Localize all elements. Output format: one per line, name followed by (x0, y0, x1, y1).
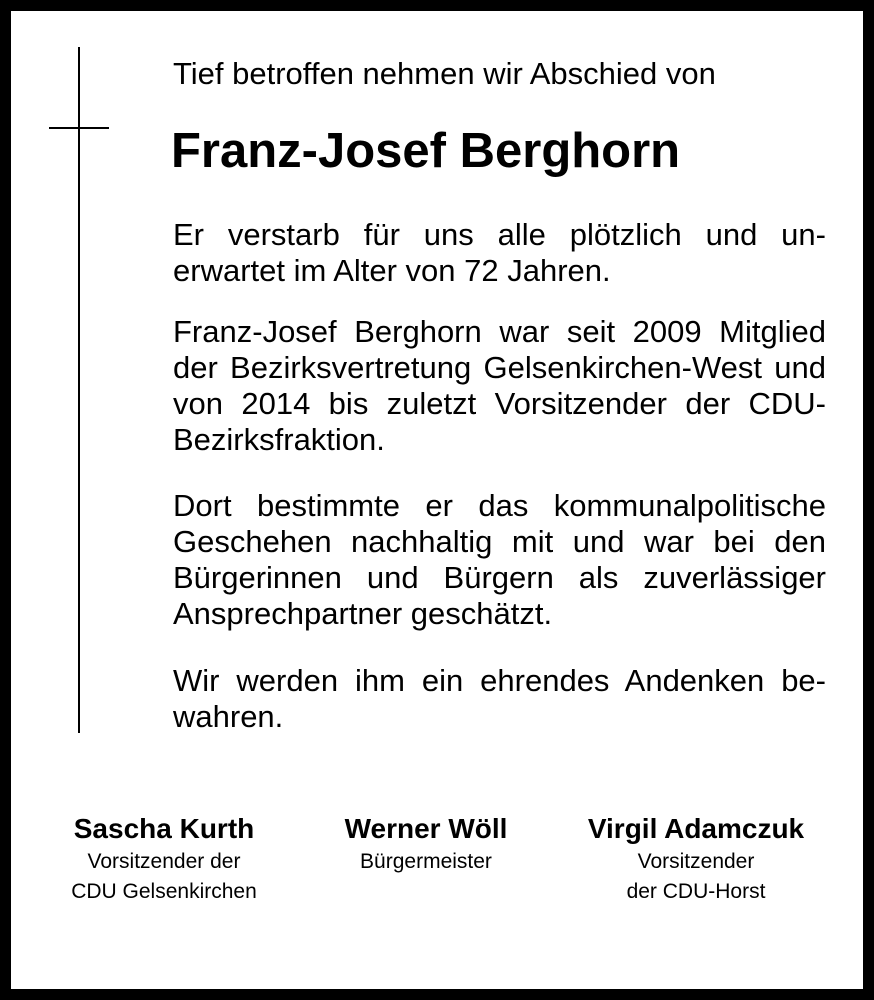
signatory-woell (321, 811, 531, 877)
cross-horizontal-bar (49, 127, 109, 129)
paragraph-death: Er verstarb für uns alle plötzlich und un-erwartet im Alter von 72 Jahren. (173, 217, 826, 288)
paragraph-remembrance: Wir werden ihm ein ehrendes Andenken be-wahren. (173, 663, 826, 734)
paragraph-membership: Franz-Josef Berghorn war seit 2009 Mitglied der Bezirksvertretung Gelsenkirchen-West und von 2014 bis zuletzt Vorsitzender der CDU-Bezirksfraktion. (173, 314, 826, 457)
deceased-name: Franz-Josef Berghorn (171, 124, 681, 178)
signatory-role: Bürgermeister (360, 850, 492, 873)
signatory-role: CDU Gelsenkirchen (71, 880, 257, 903)
cross-vertical-bar (78, 47, 80, 733)
signatory-name: Sascha Kurth (73, 813, 255, 844)
signatory-kurth (49, 811, 279, 907)
signatory-name: Werner Wöll (344, 813, 508, 844)
intro-text: Tief betroffen nehmen wir Abschied von (173, 56, 716, 91)
signatory-role: Vorsitzender der (87, 850, 241, 873)
signatory-role: Vorsitzender (637, 850, 755, 873)
signatory-adamczuk (571, 811, 821, 907)
signatory-role: der CDU-Horst (626, 880, 766, 903)
paragraph-legacy: Dort bestimmte er das kommunalpolitische Geschehen nachhaltig mit und war bei den Bürgerinnen und Bürgern als zuverlässiger Ansprechpartner geschätzt. (173, 488, 826, 631)
signatory-name: Virgil Adamczuk (587, 813, 805, 844)
